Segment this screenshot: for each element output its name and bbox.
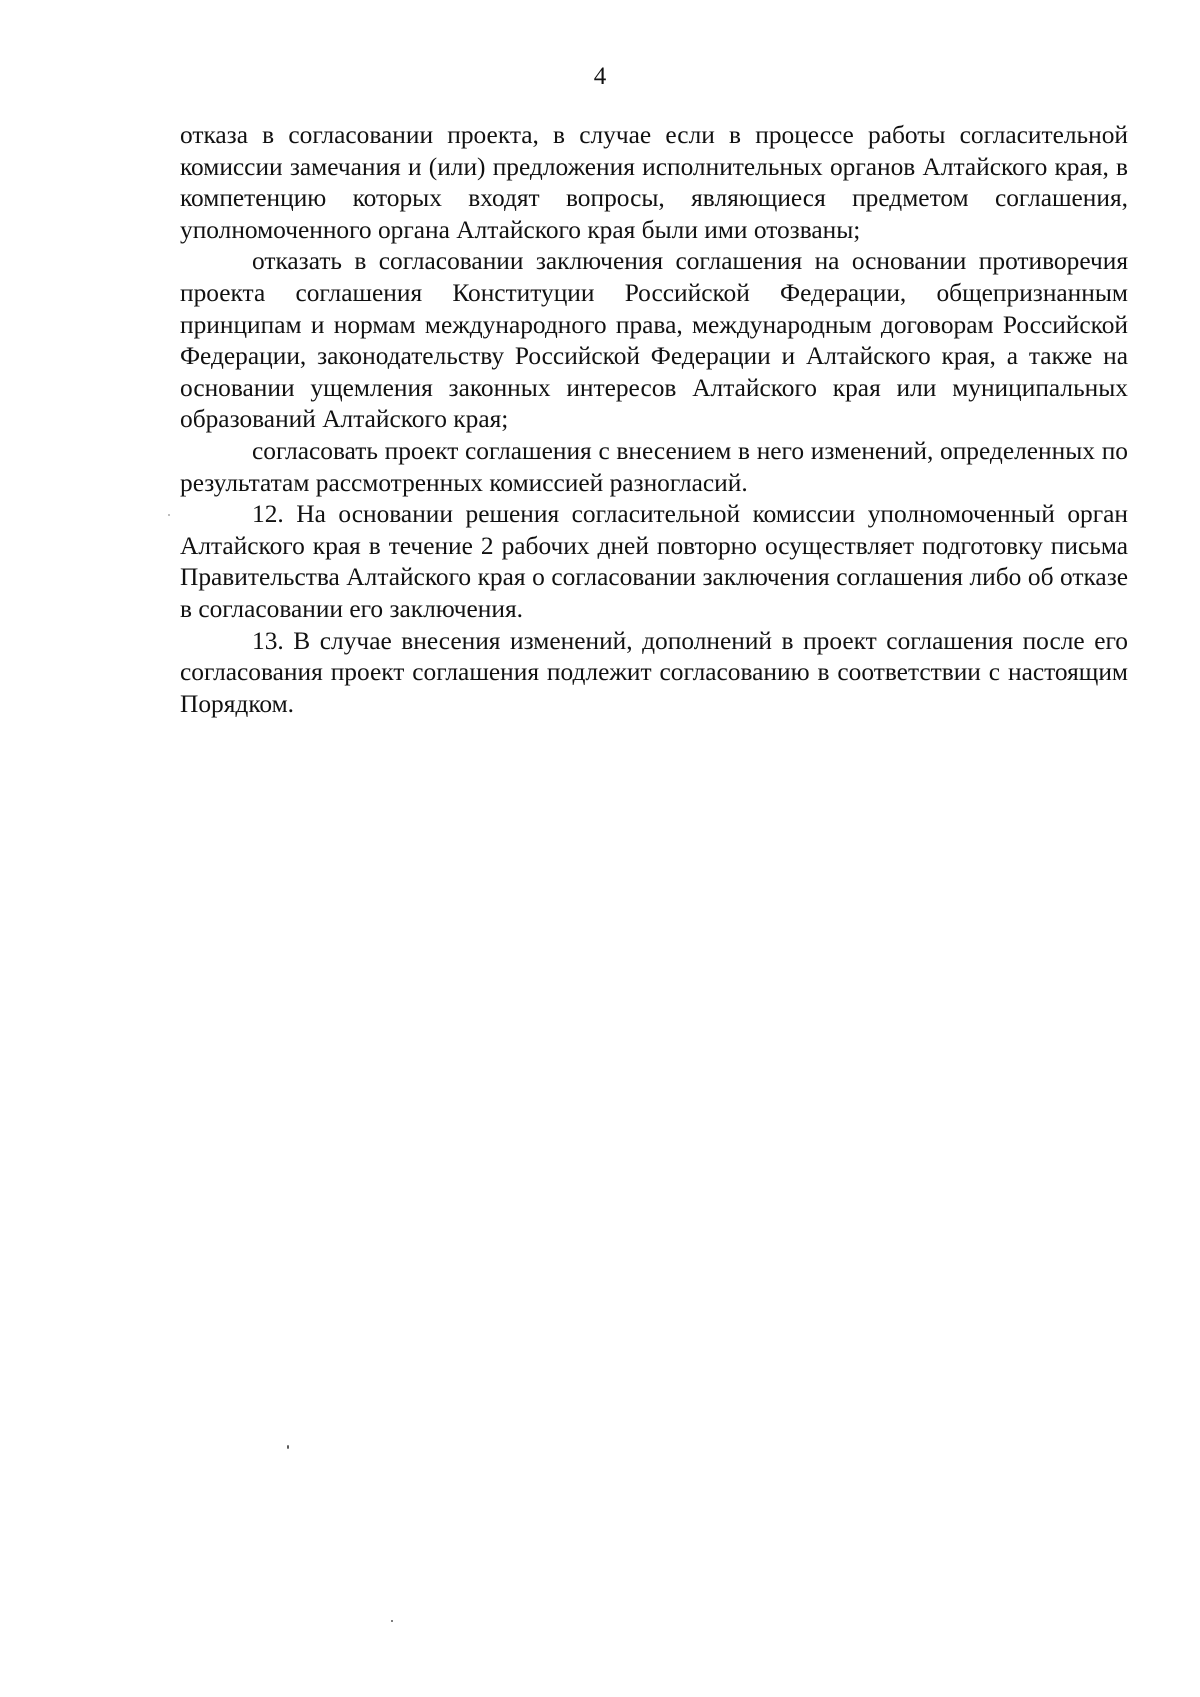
paragraph-continuation: отказа в согласовании проекта, в случае если в процессе работы согласительной комиссии замечания и (или) предложения исполнительных органов Алтайского края, в компетенцию которых входят вопросы, являющиеся предметом соглашения, уполномоченного органа Алтайского края были ими отозваны; <box>180 121 1128 244</box>
paragraph-refuse-approval: отказать в согласовании заключения соглашения на основании противоречия проекта соглашения Конституции Российской Федерации, общепризнанным принципам и нормам международного права, международным договорам Российской Федерации, законодательству Российской Федерации и Алтайского края, а также на основании ущемления законных интересов Алтайского края или муниципальных образований Алтайского края; <box>180 247 1128 434</box>
scan-speck <box>168 514 170 516</box>
scan-speck <box>391 1620 393 1622</box>
document-body <box>180 120 1128 720</box>
scan-speck <box>287 1445 289 1449</box>
paragraph-clause-13: 13. В случае внесения изменений, дополнений в проект соглашения после его согласования проект соглашения подлежит согласованию в соответствии с настоящим Порядком. <box>180 626 1128 718</box>
paragraph-approve-with-changes: согласовать проект соглашения с внесением в него изменений, определенных по результатам рассмотренных комиссией разногласий. <box>180 436 1128 497</box>
paragraph-clause-12: 12. На основании решения согласительной комиссии уполномоченный орган Алтайского края в течение 2 рабочих дней повторно осуществляет подготовку письма Правительства Алтайского края о согласовании заключения соглашения либо об отказе в согласовании его заключения. <box>180 500 1128 623</box>
page-number: 4 <box>593 63 607 90</box>
